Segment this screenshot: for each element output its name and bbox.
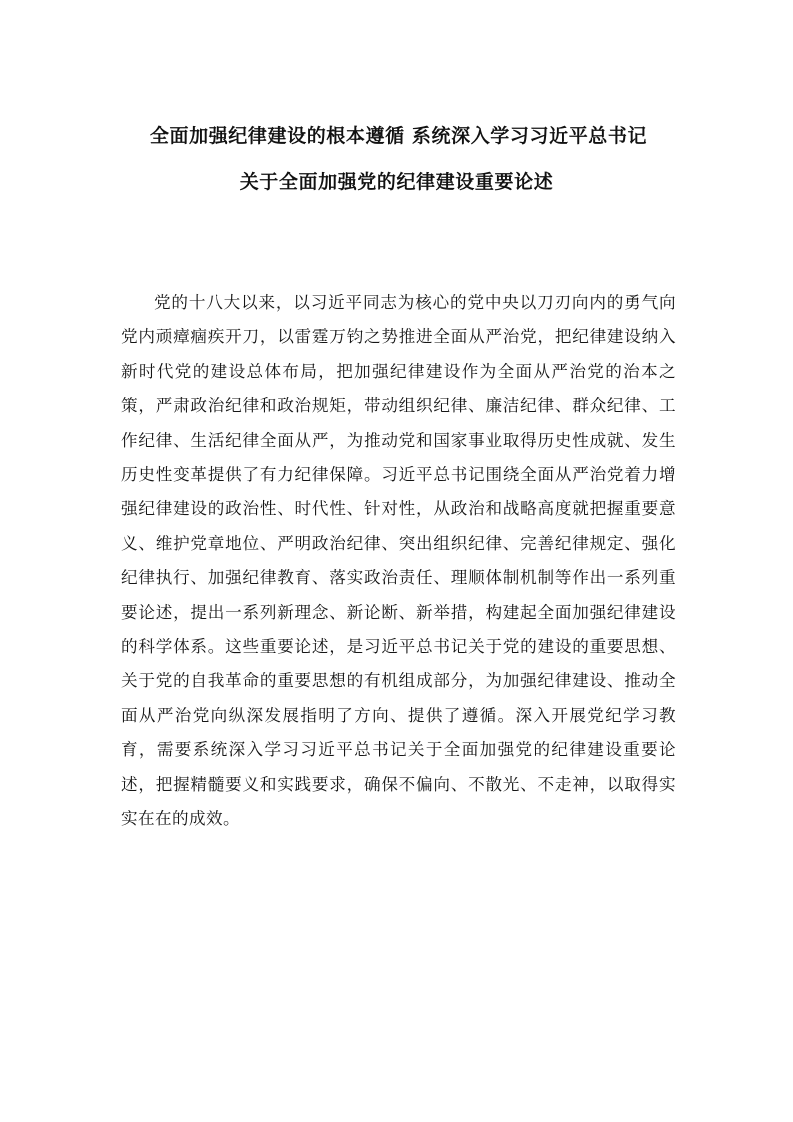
document-title — [0, 125, 793, 193]
title-line-1: 全面加强纪律建设的根本遵循 系统深入学习习近平总书记 — [149, 125, 648, 147]
document-body — [121, 286, 676, 837]
body-paragraph: 党的十八大以来，以习近平同志为核心的党中央以刀刃向内的勇气向党内顽瘴痼疾开刀，以雷霆万钧之势推进全面从严治党，把纪律建设纳入新时代党的建设总体布局，把加强纪律建设作为全面从严治党的治本之策，严肃政治纪律和政治规矩，带动组织纪律、廉洁纪律、群众纪律、工作纪律、生活纪律全面从严，为推动党和国家事业取得历史性成就、发生历史性变革提供了有力纪律保障。习近平总书记围绕全面从严治党着力增强纪律建设的政治性、时代性、针对性，从政治和战略高度就把握重要意义、维护党章地位、严明政治纪律、突出组织纪律、完善纪律规定、强化纪律执行、加强纪律教育、落实政治责任、理顺体制机制等作出一系列重要论述，提出一系列新理念、新论断、新举措，构建起全面加强纪律建设的科学体系。这些重要论述，是习近平总书记关于党的建设的重要思想、关于党的自我革命的重要思想的有机组成部分，为加强纪律建设、推动全面从严治党向纵深发展指明了方向、提供了遵循。深入开展党纪学习教育，需要系统深入学习习近平总书记关于全面加强党的纪律建设重要论述，把握精髓要义和实践要求，确保不偏向、不散光、不走神，以取得实实在在的成效。 — [121, 293, 676, 829]
title-line-2: 关于全面加强党的纪律建设重要论述 — [239, 171, 554, 193]
